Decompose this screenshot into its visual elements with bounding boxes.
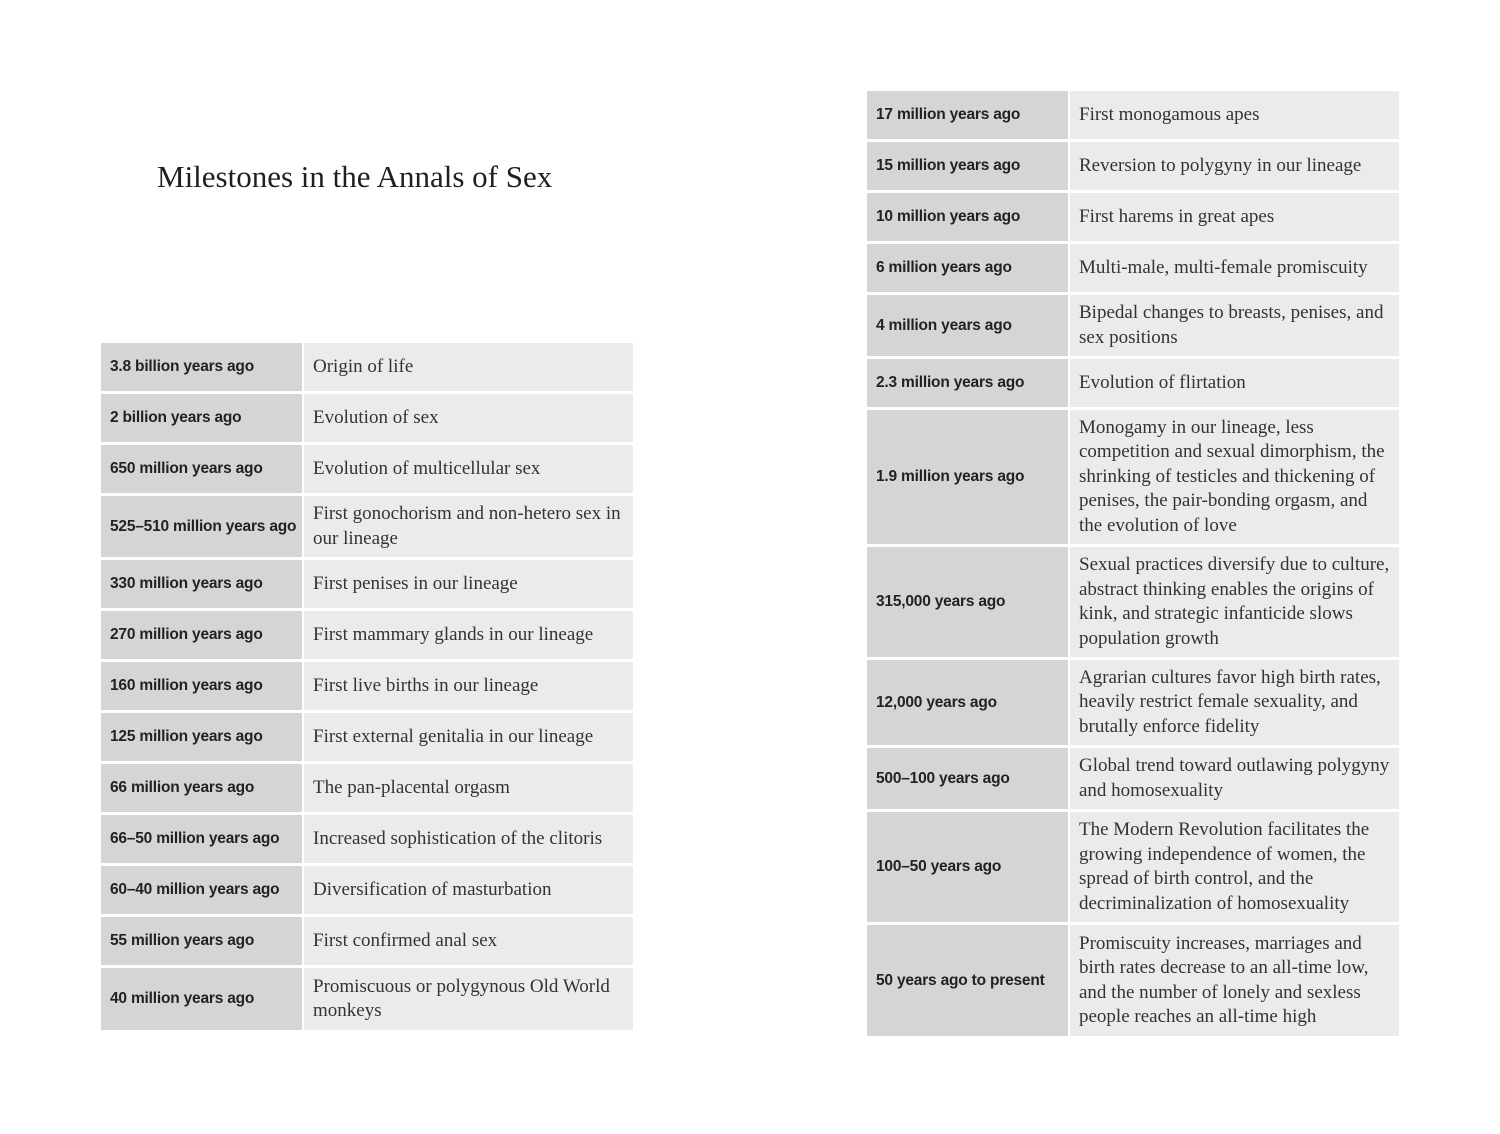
page-title: Milestones in the Annals of Sex — [157, 159, 553, 194]
date-cell: 100–50 years ago — [867, 812, 1070, 925]
date-cell: 2 billion years ago — [101, 394, 304, 445]
event-cell: First confirmed anal sex — [304, 917, 633, 968]
date-cell: 2.3 million years ago — [867, 359, 1070, 410]
table-row — [101, 815, 633, 866]
date-cell: 66–50 million years ago — [101, 815, 304, 866]
table-row — [101, 866, 633, 917]
date-cell: 6 million years ago — [867, 244, 1070, 295]
table-row — [101, 764, 633, 815]
date-cell: 650 million years ago — [101, 445, 304, 496]
event-cell: Multi-male, multi-female promiscuity — [1070, 244, 1399, 295]
date-cell: 125 million years ago — [101, 713, 304, 764]
date-cell: 315,000 years ago — [867, 547, 1070, 660]
date-cell: 12,000 years ago — [867, 660, 1070, 748]
table-row — [867, 359, 1399, 410]
date-cell: 40 million years ago — [101, 968, 304, 1030]
event-cell: First harems in great apes — [1070, 193, 1399, 244]
table-row — [867, 410, 1399, 547]
event-cell: Evolution of sex — [304, 394, 633, 445]
event-cell: Global trend toward outlawing polygyny and homosexuality — [1070, 748, 1399, 812]
event-cell: First gonochorism and non-hetero sex in our lineage — [304, 496, 633, 560]
event-cell: Reversion to polygyny in our lineage — [1070, 142, 1399, 193]
table-row — [101, 662, 633, 713]
date-cell: 3.8 billion years ago — [101, 343, 304, 394]
table-row — [101, 445, 633, 496]
table-row — [101, 713, 633, 764]
table-row — [101, 496, 633, 560]
date-cell: 500–100 years ago — [867, 748, 1070, 812]
date-cell: 15 million years ago — [867, 142, 1070, 193]
event-cell: Monogamy in our lineage, less competition and sexual dimorphism, the shrinking of testicles and thickening of penises, the pair-bonding orgasm, and the evolution of love — [1070, 410, 1399, 547]
table-row — [867, 142, 1399, 193]
date-cell: 66 million years ago — [101, 764, 304, 815]
table-row — [101, 343, 633, 394]
table-row — [867, 925, 1399, 1036]
table-row — [101, 917, 633, 968]
date-cell: 50 years ago to present — [867, 925, 1070, 1036]
event-cell: First mammary glands in our lineage — [304, 611, 633, 662]
table-row — [867, 91, 1399, 142]
table-row — [101, 611, 633, 662]
date-cell: 10 million years ago — [867, 193, 1070, 244]
event-cell: Promiscuity increases, marriages and birth rates decrease to an all-time low, and the number of lonely and sexless people reaches an all-time high — [1070, 925, 1399, 1036]
table-row — [867, 748, 1399, 812]
event-cell: Promiscuous or polygynous Old World monkeys — [304, 968, 633, 1030]
event-cell: Sexual practices diversify due to culture, abstract thinking enables the origins of kink, and strategic infanticide slows population growth — [1070, 547, 1399, 660]
event-cell: Bipedal changes to breasts, penises, and sex positions — [1070, 295, 1399, 359]
event-cell: First monogamous apes — [1070, 91, 1399, 142]
table-row — [101, 968, 633, 1030]
event-cell: Increased sophistication of the clitoris — [304, 815, 633, 866]
event-cell: Evolution of multicellular sex — [304, 445, 633, 496]
date-cell: 160 million years ago — [101, 662, 304, 713]
table-row — [101, 394, 633, 445]
date-cell: 17 million years ago — [867, 91, 1070, 142]
table-row — [867, 660, 1399, 748]
table-row — [867, 244, 1399, 295]
event-cell: Evolution of flirtation — [1070, 359, 1399, 410]
table-row — [867, 193, 1399, 244]
event-cell: First external genitalia in our lineage — [304, 713, 633, 764]
timeline-table-left — [101, 343, 633, 1030]
date-cell: 330 million years ago — [101, 560, 304, 611]
date-cell: 1.9 million years ago — [867, 410, 1070, 547]
event-cell: Origin of life — [304, 343, 633, 394]
date-cell: 4 million years ago — [867, 295, 1070, 359]
date-cell: 60–40 million years ago — [101, 866, 304, 917]
event-cell: Agrarian cultures favor high birth rates, heavily restrict female sexuality, and brutally enforce fidelity — [1070, 660, 1399, 748]
date-cell: 270 million years ago — [101, 611, 304, 662]
event-cell: First live births in our lineage — [304, 662, 633, 713]
event-cell: The pan-placental orgasm — [304, 764, 633, 815]
event-cell: Diversification of masturbation — [304, 866, 633, 917]
event-cell: First penises in our lineage — [304, 560, 633, 611]
table-row — [867, 295, 1399, 359]
table-row — [867, 812, 1399, 925]
date-cell: 525–510 million years ago — [101, 496, 304, 560]
table-row — [867, 547, 1399, 660]
date-cell: 55 million years ago — [101, 917, 304, 968]
timeline-table-right — [867, 91, 1399, 1036]
table-row — [101, 560, 633, 611]
event-cell: The Modern Revolution facilitates the growing independence of women, the spread of birth control, and the decriminalization of homosexuality — [1070, 812, 1399, 925]
